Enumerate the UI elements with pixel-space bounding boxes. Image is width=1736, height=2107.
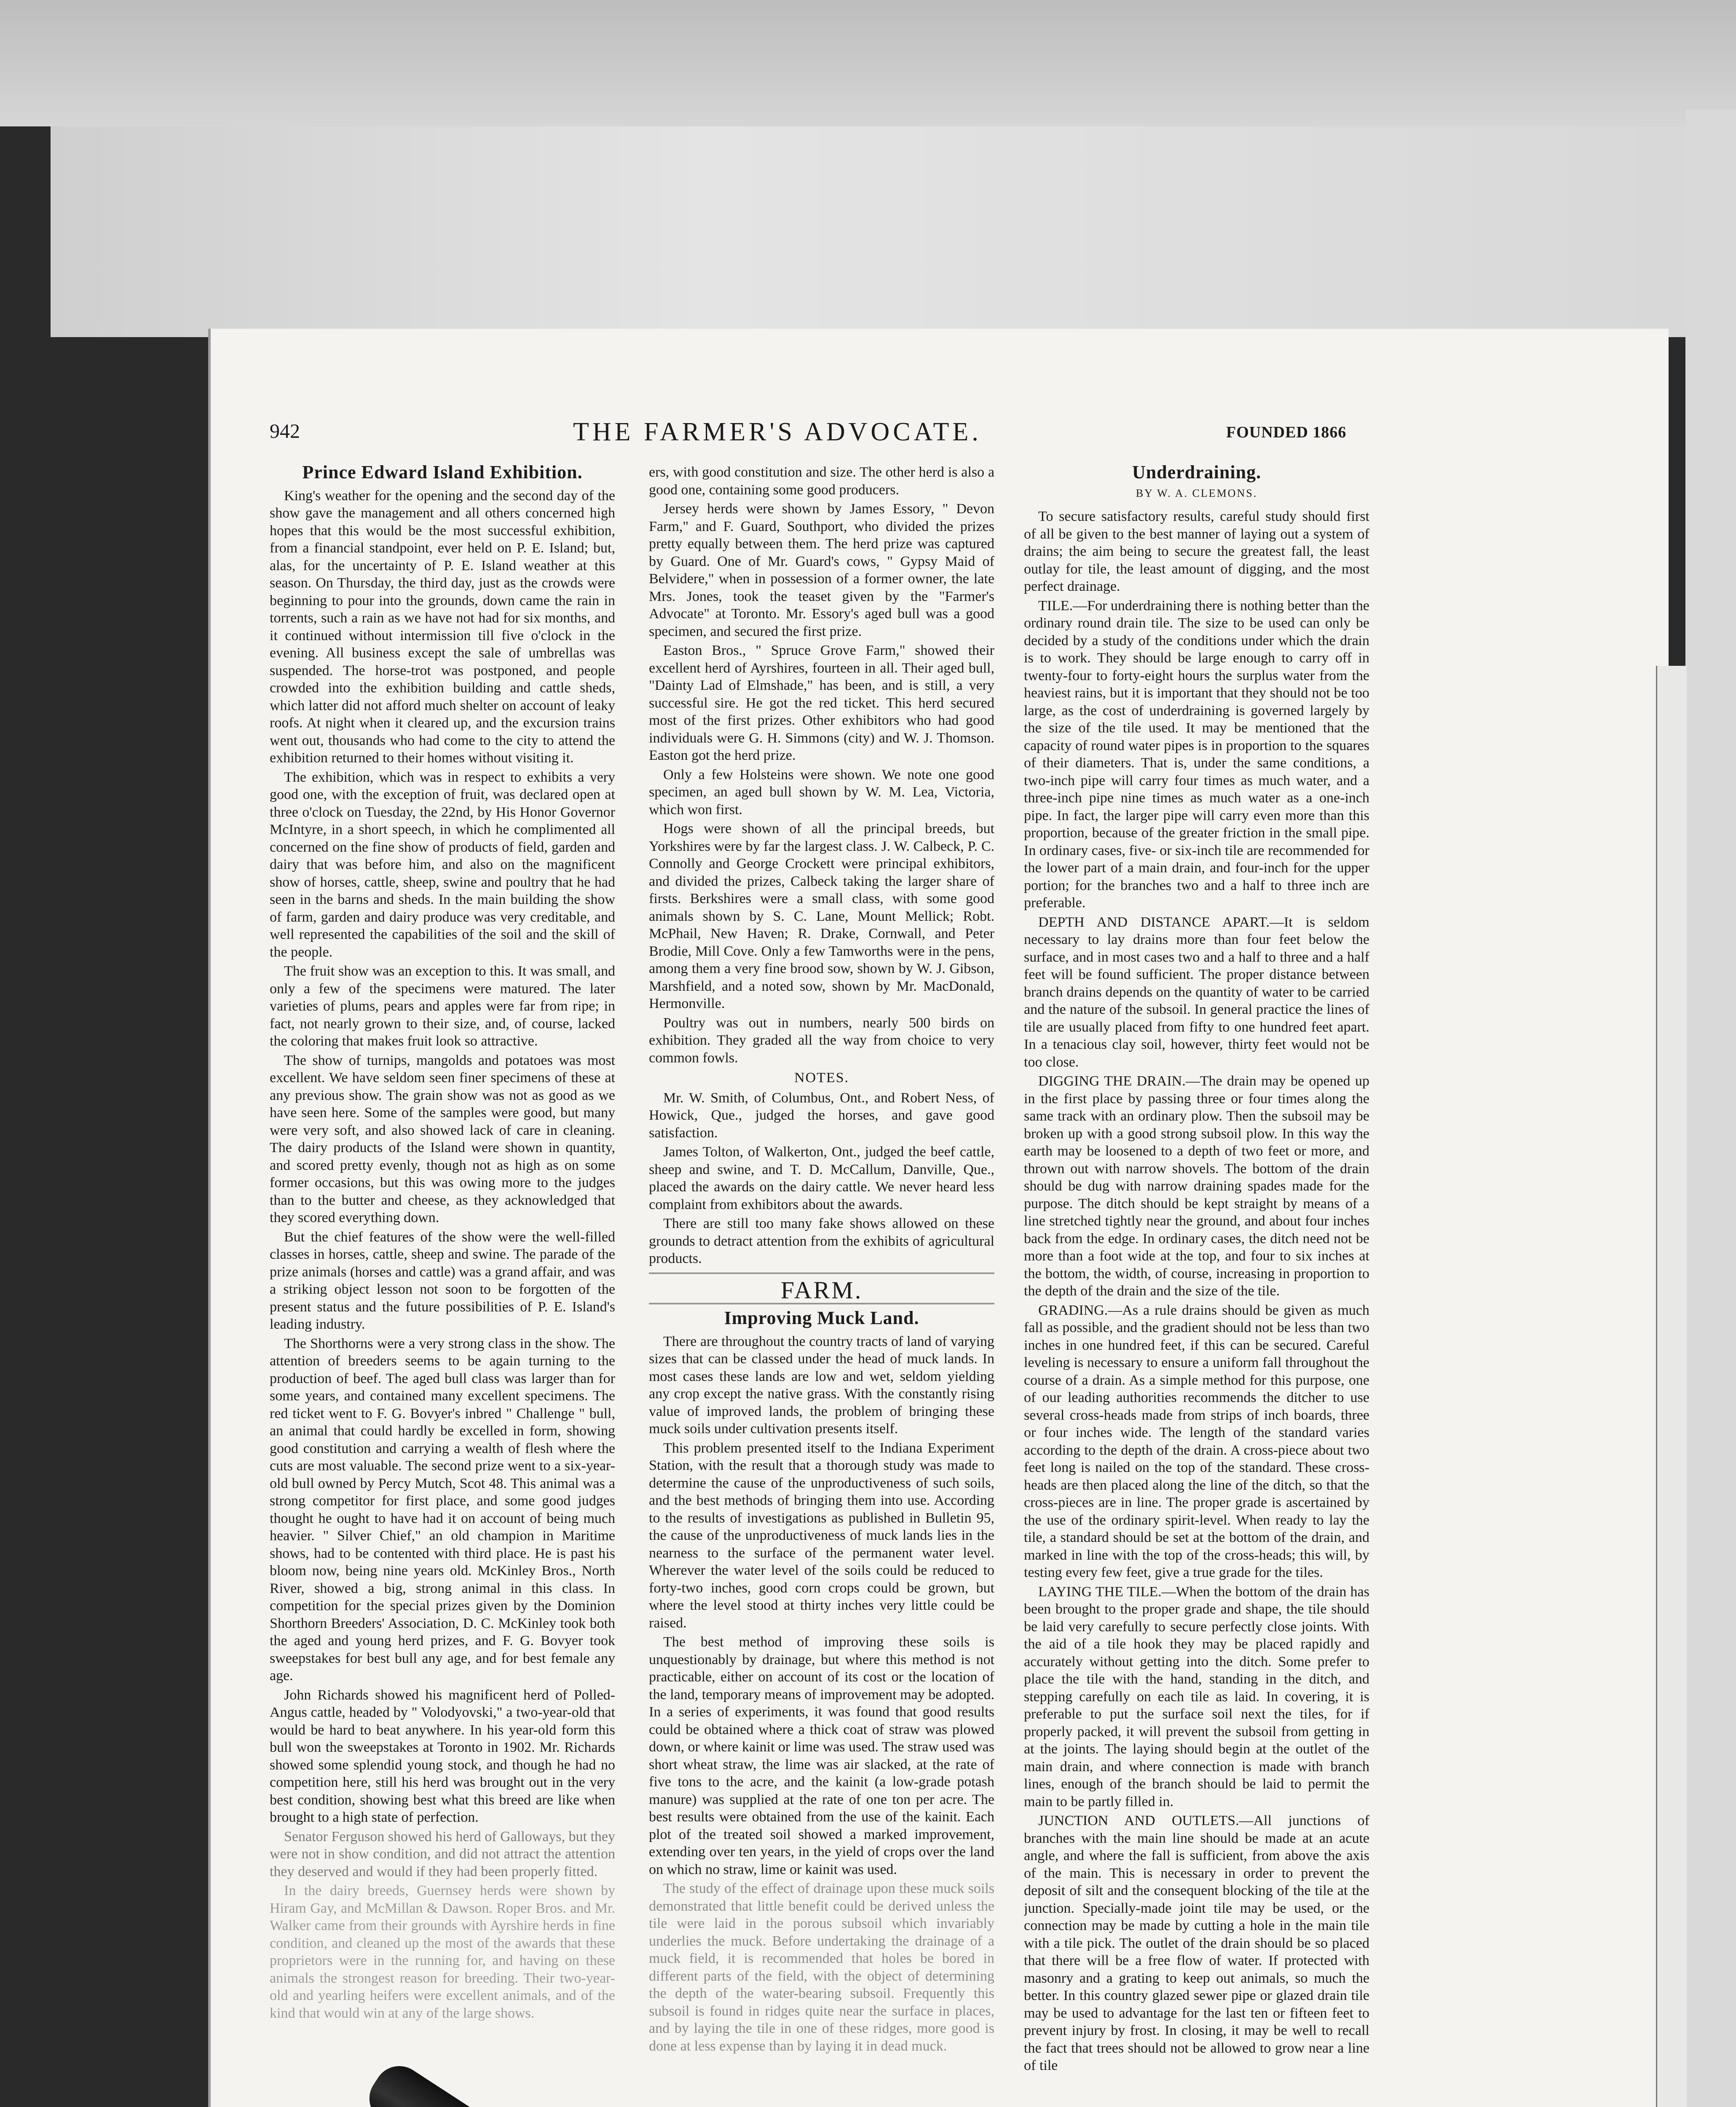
paragraph: Hogs were shown of all the principal breeds, but Yorkshires were by far the largest class. J. W. Calbeck, P. C. Connolly and George Crockett were principal exhibitors, and divided the prizes, Calbeck taking the larger share of firsts. Berkshires were a small class, with some good animals shown by S. C. Lane, Mount Mellick; Robt. McPhail, New Haven; R. Drake, Cornwall, and Peter Brodie, Mill Cove. Only a few Tamworths were in the pens, among them a very fine brood sow, shown by W. J. Gibson, Marshfield, and a noted sow, shown by Mr. MacDonald, Hermonville. <box>649 821 994 1011</box>
col1-paragraphs <box>270 487 615 2022</box>
paragraph: To secure satisfactory results, careful study should first of all be given to the best manner of laying out a system of drains; the aim being to secure the greatest fall, the least outlay for tile, the least amount of digging, and the most perfect drainage. <box>1024 509 1369 594</box>
paragraph: Only a few Holsteins were shown. We note one good specimen, an aged bull shown by W. M. Lea, Victoria, which won first. <box>649 767 994 818</box>
paragraph: The show of turnips, mangolds and potatoes was most excellent. We have seldom seen finer specimens of these at any previous show. The grain show was not as good as we have seen here. Some of the samples were good, but many were very soft, and also showed lack of care in cleaning. The dairy products of the Island were shown in quantity, and scored pretty evenly, though not as high as on some former occasions, but this was owing more to the judges than to the butter and cheese, as they acknowledged that they scored everything down. <box>270 1052 615 1225</box>
paragraph: The Shorthorns were a very strong class in the show. The attention of breeders seems to be again turning to the production of beef. The aged bull class was larger than for some years, and contained many excellent specimens. The red ticket went to F. G. Bovyer's inbred " Challenge " bull, an animal that could hardly be excelled in form, showing good constitution and carrying a wealth of flesh where the cuts are most valuable. The second prize went to a six-year-old bull owned by Percy Mutch, Scot 48. This animal was a strong competitor for first place, and some good judges thought he ought to have had it on account of being much heavier. " Silver Chief," an old champion in Maritime shows, had to be contented with third place. He is past his bloom now, being nine years old. McKinley Bros., North River, showed a big, strong animal in this class. In competition for the special prizes given by the Dominion Shorthorn Breeders' Association, D. C. McKinley took both the aged and young herd prizes, and F. G. Bovyer took sweepstakes for best bull any age, and for best female any age. <box>270 1335 615 1683</box>
note: James Tolton, of Walkerton, Ont., judged the beef cattle, sheep and swine, and T. D. McCallum, Danville, Que., placed the awards on the dairy cattle. We never heard less complaint from exhibitors about the awards. <box>649 1144 994 1212</box>
byline: BY W. A. CLEMONS. <box>1136 487 1258 499</box>
scan-back-page <box>51 126 1685 337</box>
paragraph: LAYING THE TILE.—When the bottom of the drain has been brought to the proper grade and shape, the tile should be laid very carefully to secure perfectly close joints. With the aid of a tile hook they may be placed rapidly and accurately without getting into the ditch. Some prefer to place the tile with the hand, standing in the ditch, and stepping carefully on each tile as laid. In covering, it is preferable to put the surface soil next the tiles, for if properly packed, it will prevent the subsoil from getting in at the joints. The laying should begin at the outlet of the main drain, and where connection is made with branch lines, enough of the branch should be laid to permit the main to be partly filled in. <box>1024 1584 1369 1809</box>
paragraph: But the chief features of the show were the well-filled classes in horses, cattle, sheep and swine. The parade of the prize animals (horses and cattle) was a grand affair, and was a striking object lesson not soon to be forgotten of the present status and the future possibilities of P. E. Island's leading industry. <box>270 1229 615 1332</box>
column-2 <box>649 464 994 2107</box>
page-header <box>270 417 1386 455</box>
newspaper-page <box>211 329 1669 2107</box>
paragraph: This problem presented itself to the Indiana Experiment Station, with the result that a thorough study was made to determine the cause of the unproductiveness of such soils, and the best methods of bringing them into use. According to the results of investigations as published in Bulletin 95, the cause of the unproductiveness of muck lands lies in the nearness to the surface of the permanent water level. Wherever the water level of the soils could be reduced to forty-two inches, good corn crops could be grown, but where the level stood at thirty inches very little could be raised. <box>649 1440 994 1631</box>
column-1 <box>270 464 615 2107</box>
article-title-underdraining: Underdraining. <box>1132 464 1262 483</box>
founded-line: FOUNDED 1866 <box>1226 424 1347 441</box>
paragraph: Poultry was out in numbers, nearly 500 birds on exhibition. They graded all the way from choice to very common fowls. <box>649 1015 994 1066</box>
scan-background-top <box>0 0 1736 126</box>
page-number: 942 <box>270 420 300 442</box>
scan-right-edge <box>1685 110 1736 2107</box>
column-3 <box>1024 464 1369 2107</box>
note: There are still too many fake shows allowed on these grounds to detract attention from the exhibits of agricultural products. <box>649 1216 994 1266</box>
paragraph: John Richards showed his magnificent herd of Polled-Angus cattle, headed by " Volodyovski," a two-year-old that would be hard to beat anywhere. In his year-old form this bull won the sweepstakes at Toronto in 1902. Mr. Richards showed some splendid young stock, and though he had no competition here, still his herd was brought out in the very best condition, showing best what this breed are like when brought to a high state of perfection. <box>270 1687 615 1825</box>
paragraph: The best method of improving these soils is unquestionably by drainage, but where this method is not practicable, either on account of its cost or the location of the land, temporary means of improvement may be adopted. In a series of experiments, it was found that good results could be obtained where a thick coat of straw was plowed down, or where kainit or lime was used. The straw used was short wheat straw, the lime was air slacked, at the rate of five tons to the acre, and the kainit (a low-grade potash manure) was supplied at the rate of one ton per acre. The best results were obtained from the use of the kainit. Each plot of the treated soil showed a marked improvement, extending over ten years, in the yield of crops over the land on which no straw, lime or kainit was used. <box>649 1634 994 1877</box>
note: Mr. W. Smith, of Columbus, Ont., and Robert Ness, of Howick, Que., judged the horses, and gave good satisfaction. <box>649 1090 994 1141</box>
paragraph: The study of the effect of drainage upon these muck soils demonstrated that little benefit could be derived unless the tile were laid in the porous subsoil which invariably underlies the muck. Before undertaking the drainage of a muck field, it is recommended that holes be bored in different parts of the field, with the object of determining the depth of the water-bearing subsoil. Frequently this subsoil is found in ridges quite near the surface in places, and by laying the tile in one of these ridges, more good is done at less expense than by laying it in dead muck. <box>649 1881 994 2054</box>
running-head: THE FARMER'S ADVOCATE. <box>573 418 982 446</box>
paragraph: GRADING.—As a rule drains should be given as much fall as possible, and the gradient should not be less than two inches in one hundred feet, if this can be secured. Careful leveling is necessary to ensure a uniform fall throughout the course of a drain. As a simple method for this purpose, one of our leading authorities recommends the ditcher to use several cross-heads made from strips of inch boards, three or four inches wide. The length of the standard varies according to the depth of the drain. A cross-piece about two feet long is nailed on the top of the standard. These cross-heads are then placed along the line of the ditch, so that the cross-pieces are in line. The proper grade is ascertained by the use of the ordinary spirit-level. When ready to lay the tile, a standard should be set at the bottom of the drain, and marked in line with the top of the cross-heads; this will, by testing every few feet, give a true grade for the tiles. <box>1024 1302 1369 1580</box>
paragraph: The exhibition, which was in respect to exhibits a very good one, with the exception of fruit, was declared open at three o'clock on Tuesday, the 22nd, by His Honor Governor McIntyre, in a short speech, in which he complimented all concerned on the fine show of products of field, garden and dairy that was before him, and also on the magnificent show of horses, cattle, sheep, swine and poultry that he had seen in the barns and sheds. In the main building the show of farm, garden and dairy produce was very creditable, and well represented the capabilities of the soil and the skill of the people. <box>270 769 615 960</box>
paragraph: The fruit show was an exception to this. It was small, and only a few of the specimens were matured. The later varieties of plums, pears and apples were far from ripe; in fact, not nearly grown to their size, and, of course, lacked the coloring that makes fruit look so attractive. <box>270 963 615 1049</box>
paragraph: Jersey herds were shown by James Essory, " Devon Farm," and F. Guard, Southport, who divided the prizes pretty equally between them. The herd prize was captured by Guard. One of Mr. Guard's cows, " Gypsy Maid of Belvidere," when in possession of a former owner, the late Mrs. Jones, took the teaset given by the "Farmer's Advocate" at Toronto. Mr. Essory's aged bull was a good specimen, and secured the first prize. <box>649 501 994 639</box>
paragraph: TILE.—For underdraining there is nothing better than the ordinary round drain tile. The size to be used can only be decided by a study of the conditions under which the drain is to work. They should be large enough to carry off in twenty-four to forty-eight hours the surplus water from the heaviest rains, but it is important that they should not be too large, as the cost of underdraining is governed largely by the size of the tile used. It may be mentioned that the capacity of round water pipes is in proportion to the squares of their diameters. That is, under the same conditions, a two-inch pipe will carry four times as much water, and a three-inch pipe nine times as much water as a one-inch pipe. In fact, the larger pipe will carry even more than this proportion, because of the greater friction in the small pipe. In ordinary cases, five- or six-inch tile are recommended for the lower part of a main drain, and four-inch for the upper portion; for the branches two and a half to three inch are preferable. <box>1024 598 1369 911</box>
paragraph: In the dairy breeds, Guernsey herds were shown by Hiram Gay, and McMillan & Dawson. Roper Bros. and Mr. Walker came from their grounds with Ayrshire herds in fine condition, and cleaned up the most of the awards that these proprietors were in the running for, and having on these animals the strongest reason for breeding. Their two-year-old and yearling heifers were excellent animals, and of the kind that would win at any of the large shows. <box>270 1883 615 2021</box>
paragraph: King's weather for the opening and the second day of the show gave the management and all others concerned high hopes that this would be the most successful exhibition, from a financial standpoint, ever held on P. E. Island; but, alas, for the uncertainty of P. E. Island weather at this season. On Thursday, the third day, just as the crowds were beginning to pour into the grounds, down came the rain in torrents, such a rain as we have not had for six months, and it continued without intermission till five o'clock in the evening. All business except the sale of umbrellas was suspended. The horse-trot was postponed, and people crowded into the exhibition building and cattle sheds, which latter did not afford much shelter on account of leaky roofs. At night when it cleared up, and the excursion trains went out, thousands who had come to the city to attend the exhibition returned to their homes without visiting it. <box>270 488 615 766</box>
paragraph: Easton Bros., " Spruce Grove Farm," showed their excellent herd of Ayrshires, fourteen in all. Their aged bull, "Dainty Lad of Elmshade," has been, and is still, a very successful sire. He got the red ticket. This herd secured most of the first prizes. Other exhibitors who had good individuals were G. H. Simmons (city) and W. J. Thomson. Easton got the herd prize. <box>649 643 994 763</box>
paragraph: Senator Ferguson showed his herd of Galloways, but they were not in show condition, and did not attract the attention they deserved and would if they had been properly fitted. <box>270 1828 615 1879</box>
paragraph: JUNCTION AND OUTLETS.—All junctions of branches with the main line should be made at an acute angle, and where the fall is sufficient, from above the axis of the main. This is necessary in order to prevent the deposit of silt and the consequent blocking of the tile at the junction. Specially-made joint tile may be used, or the connection may be made by cutting a hole in the main tile with a tile pick. The outlet of the drain should be so placed that there will be a free flow of water. If protected with masonry and a grating to keep out animals, so much the better. In this country glazed sewer pipe or glazed drain tile may be used to advantage for the last ten or fifteen feet to prevent injury by frost. In closing, it may be well to recall the fact that trees should not be allowed to grow near a line of tile <box>1024 1813 1369 2073</box>
binding-strip <box>1656 666 1687 2107</box>
article-title-muck-land: Improving Muck Land. <box>724 1308 919 1328</box>
paragraph: ers, with good constitution and size. The other herd is also a good one, containing some good producers. <box>649 464 994 498</box>
article-title-pei-exhibition: Prince Edward Island Exhibition. <box>302 464 583 483</box>
notes-heading: NOTES. <box>794 1070 849 1086</box>
paragraph: DIGGING THE DRAIN.—The drain may be opened up in the first place by passing three or four times along the same track with an ordinary plow. Then the subsoil may be broken up with a good strong subsoil plow. In this way the earth may be loosened to a depth of two feet or more, and thrown out with narrow shovels. The bottom of the drain should be dug with narrow draining spades made for the purpose. The ditch should be kept straight by means of a line stretched tightly near the ground, and about four inches back from the edge. In ordinary cases, the ditch need not be more than a foot wide at the top, and four to six inches at the bottom, the width, of course, increasing in proportion to the depth of the drain and the size of the tile. <box>1024 1073 1369 1299</box>
section-heading-farm: FARM. <box>649 1273 994 1305</box>
paragraph: DEPTH AND DISTANCE APART.—It is seldom necessary to lay drains more than four feet below the surface, and in most cases two and a half to three and a half feet will be found sufficient. The proper distance between branch drains depends on the quantity of water to be carried and the nature of the subsoil. In general practice the lines of tile are usually placed from fifty to one hundred feet apart. In a tenacious clay soil, however, thirty feet would not be too close. <box>1024 914 1369 1070</box>
paragraph: There are throughout the country tracts of land of varying sizes that can be classed under the head of muck lands. In most cases these lands are low and wet, seldom yielding any crop except the native grass. With the constantly rising value of improved lands, the problem of bringing these muck soils under cultivation presents itself. <box>649 1333 994 1437</box>
